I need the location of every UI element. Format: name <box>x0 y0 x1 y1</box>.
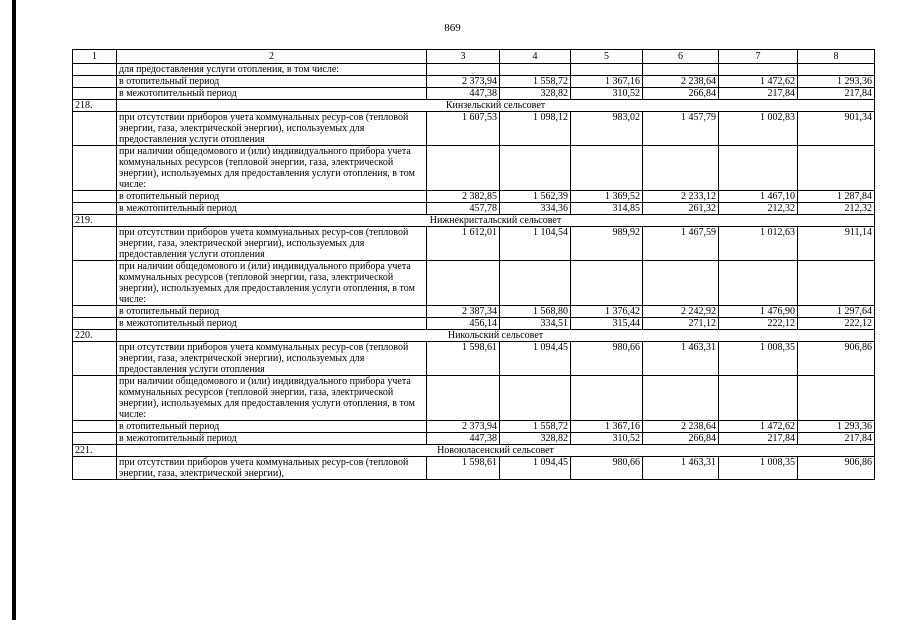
value-cell <box>643 261 719 306</box>
value-cell: 2 242,92 <box>643 306 719 318</box>
table-body <box>73 50 875 480</box>
value-cell: 314,85 <box>571 203 643 215</box>
value-cell: 1 607,53 <box>427 112 500 146</box>
section-index: 219. <box>73 215 117 227</box>
value-cell: 2 373,94 <box>427 76 500 88</box>
column-header: 8 <box>798 50 875 64</box>
value-cell: 906,86 <box>798 342 875 376</box>
value-cell: 2 233,12 <box>643 191 719 203</box>
index-cell <box>73 191 117 203</box>
value-cell: 222,12 <box>798 318 875 330</box>
value-cell <box>719 146 798 191</box>
condition-text: при отсутствии приборов учета коммунальных ресур-сов (тепловой энергии, газа, электрической энергии), используемых для предоставления услуги отопления <box>117 112 427 146</box>
column-header: 7 <box>719 50 798 64</box>
value-cell: 911,14 <box>798 227 875 261</box>
value-cell: 266,84 <box>643 88 719 100</box>
value-cell <box>798 376 875 421</box>
value-cell <box>500 146 571 191</box>
value-cell <box>798 261 875 306</box>
index-cell <box>73 76 117 88</box>
column-header: 1 <box>73 50 117 64</box>
index-cell <box>73 146 117 191</box>
value-cell: 1 094,45 <box>500 342 571 376</box>
value-cell: 1 367,16 <box>571 421 643 433</box>
value-cell <box>643 376 719 421</box>
page-number: 869 <box>444 22 461 34</box>
value-cell <box>571 146 643 191</box>
value-cell: 906,86 <box>798 457 875 480</box>
value-cell <box>719 261 798 306</box>
section-name: Новоюласенский сельсовет <box>117 445 875 457</box>
value-cell: 2 238,64 <box>643 421 719 433</box>
value-cell: 1 293,36 <box>798 421 875 433</box>
value-cell <box>798 64 875 76</box>
value-cell: 1 287,84 <box>798 191 875 203</box>
period-label: в межотопительный период <box>117 88 427 100</box>
value-cell: 1 467,10 <box>719 191 798 203</box>
column-number-row <box>73 50 875 64</box>
period-row <box>73 421 875 433</box>
section-header-row <box>73 445 875 457</box>
no-meter-row <box>73 457 875 480</box>
column-header: 4 <box>500 50 571 64</box>
period-row <box>73 191 875 203</box>
tariff-table <box>72 49 875 480</box>
value-cell: 1 297,64 <box>798 306 875 318</box>
value-cell <box>719 376 798 421</box>
value-cell <box>643 64 719 76</box>
value-cell: 1 104,54 <box>500 227 571 261</box>
value-cell <box>798 146 875 191</box>
value-cell: 1 472,62 <box>719 421 798 433</box>
section-index: 220. <box>73 330 117 342</box>
condition-text: при отсутствии приборов учета коммунальных ресур-сов (тепловой энергии, газа, электрической энергии), используемых для предоставления услуги отопления <box>117 342 427 376</box>
value-cell: 457,78 <box>427 203 500 215</box>
section-name: Никольский сельсовет <box>117 330 875 342</box>
value-cell: 1 463,31 <box>643 457 719 480</box>
index-cell <box>73 64 117 76</box>
value-cell: 271,12 <box>643 318 719 330</box>
value-cell: 989,92 <box>571 227 643 261</box>
value-cell: 1 002,83 <box>719 112 798 146</box>
value-cell: 217,84 <box>798 88 875 100</box>
value-cell: 1 457,79 <box>643 112 719 146</box>
period-label: в отопительный период <box>117 306 427 318</box>
period-label: в межотопительный период <box>117 203 427 215</box>
value-cell: 1 598,61 <box>427 457 500 480</box>
value-cell: 2 238,64 <box>643 76 719 88</box>
value-cell: 1 369,52 <box>571 191 643 203</box>
value-cell: 334,36 <box>500 203 571 215</box>
value-cell: 328,82 <box>500 433 571 445</box>
value-cell <box>719 64 798 76</box>
value-cell: 1 598,61 <box>427 342 500 376</box>
period-row <box>73 318 875 330</box>
index-cell <box>73 261 117 306</box>
period-row <box>73 88 875 100</box>
value-cell <box>427 261 500 306</box>
no-meter-row <box>73 342 875 376</box>
value-cell: 328,82 <box>500 88 571 100</box>
index-cell <box>73 112 117 146</box>
section-index: 218. <box>73 100 117 112</box>
period-row <box>73 76 875 88</box>
index-cell <box>73 433 117 445</box>
section-header-row <box>73 330 875 342</box>
index-cell <box>73 88 117 100</box>
value-cell: 1 472,62 <box>719 76 798 88</box>
period-label: в отопительный период <box>117 421 427 433</box>
condition-text: для предоставления услуги отопления, в том числе: <box>117 64 427 76</box>
value-cell: 1 558,72 <box>500 421 571 433</box>
value-cell: 2 373,94 <box>427 421 500 433</box>
period-row <box>73 433 875 445</box>
condition-text: при отсутствии приборов учета коммунальных ресур-сов (тепловой энергии, газа, электрической энергии), используемых для предоставления услуги отопления <box>117 227 427 261</box>
value-cell <box>571 261 643 306</box>
value-cell <box>427 146 500 191</box>
value-cell: 222,12 <box>719 318 798 330</box>
scan-edge-bar <box>12 0 16 620</box>
value-cell: 1 463,31 <box>643 342 719 376</box>
value-cell: 212,32 <box>798 203 875 215</box>
value-cell: 1 094,45 <box>500 457 571 480</box>
no-meter-row <box>73 112 875 146</box>
value-cell: 1 008,35 <box>719 457 798 480</box>
condition-text: при наличии общедомового и (или) индивидуального прибора учета коммунальных ресурсов (тепловой энергии, газа, электрической энергии), используемых для предоставления услуги отопления, в том числе: <box>117 376 427 421</box>
period-label: в отопительный период <box>117 76 427 88</box>
column-header: 6 <box>643 50 719 64</box>
value-cell: 1 098,12 <box>500 112 571 146</box>
value-cell <box>500 64 571 76</box>
value-cell: 217,84 <box>719 88 798 100</box>
value-cell: 1 012,63 <box>719 227 798 261</box>
value-cell: 1 467,59 <box>643 227 719 261</box>
period-label: в межотопительный период <box>117 433 427 445</box>
meter-row <box>73 261 875 306</box>
condition-text: при наличии общедомового и (или) индивидуального прибора учета коммунальных ресурсов (тепловой энергии, газа, электрической энергии), используемых для предоставления услуги отопления, в том числе: <box>117 261 427 306</box>
value-cell: 1 612,01 <box>427 227 500 261</box>
value-cell: 2 387,34 <box>427 306 500 318</box>
value-cell: 447,38 <box>427 88 500 100</box>
value-cell: 1 558,72 <box>500 76 571 88</box>
value-cell: 447,38 <box>427 433 500 445</box>
meter-row <box>73 146 875 191</box>
value-cell <box>571 64 643 76</box>
value-cell: 266,84 <box>643 433 719 445</box>
section-index: 221. <box>73 445 117 457</box>
value-cell: 310,52 <box>571 433 643 445</box>
value-cell <box>427 64 500 76</box>
value-cell <box>500 261 571 306</box>
value-cell: 456,14 <box>427 318 500 330</box>
value-cell: 315,44 <box>571 318 643 330</box>
column-header: 3 <box>427 50 500 64</box>
value-cell <box>427 376 500 421</box>
section-name: Кинзельский сельсовет <box>117 100 875 112</box>
period-label: в межотопительный период <box>117 318 427 330</box>
period-row <box>73 306 875 318</box>
section-header-row <box>73 100 875 112</box>
value-cell: 217,84 <box>798 433 875 445</box>
value-cell: 1 367,16 <box>571 76 643 88</box>
value-cell <box>500 376 571 421</box>
value-cell: 2 382,85 <box>427 191 500 203</box>
value-cell: 1 293,36 <box>798 76 875 88</box>
value-cell: 980,66 <box>571 342 643 376</box>
value-cell: 334,51 <box>500 318 571 330</box>
column-header: 2 <box>117 50 427 64</box>
value-cell: 983,02 <box>571 112 643 146</box>
section-name: Нижнекристальский сельсовет <box>117 215 875 227</box>
index-cell <box>73 342 117 376</box>
value-cell: 980,66 <box>571 457 643 480</box>
index-cell <box>73 421 117 433</box>
value-cell: 310,52 <box>571 88 643 100</box>
condition-text: при наличии общедомового и (или) индивидуального прибора учета коммунальных ресурсов (тепловой энергии, газа, электрической энергии), используемых для предоставления услуги отопления, в том числе: <box>117 146 427 191</box>
section-header-row <box>73 215 875 227</box>
value-cell <box>643 146 719 191</box>
value-cell: 217,84 <box>719 433 798 445</box>
value-cell: 1 562,39 <box>500 191 571 203</box>
value-cell: 1 476,90 <box>719 306 798 318</box>
period-row <box>73 203 875 215</box>
value-cell: 212,32 <box>719 203 798 215</box>
period-label: в отопительный период <box>117 191 427 203</box>
meter-row <box>73 376 875 421</box>
condition-text: при отсутствии приборов учета коммунальных ресур-сов (тепловой энергии, газа, электрической энергии), <box>117 457 427 480</box>
value-cell: 1 008,35 <box>719 342 798 376</box>
value-cell <box>571 376 643 421</box>
intro-row <box>73 64 875 76</box>
value-cell: 261,32 <box>643 203 719 215</box>
index-cell <box>73 203 117 215</box>
value-cell: 901,34 <box>798 112 875 146</box>
column-header: 5 <box>571 50 643 64</box>
index-cell <box>73 306 117 318</box>
index-cell <box>73 376 117 421</box>
no-meter-row <box>73 227 875 261</box>
index-cell <box>73 457 117 480</box>
value-cell: 1 568,80 <box>500 306 571 318</box>
index-cell <box>73 318 117 330</box>
value-cell: 1 376,42 <box>571 306 643 318</box>
index-cell <box>73 227 117 261</box>
